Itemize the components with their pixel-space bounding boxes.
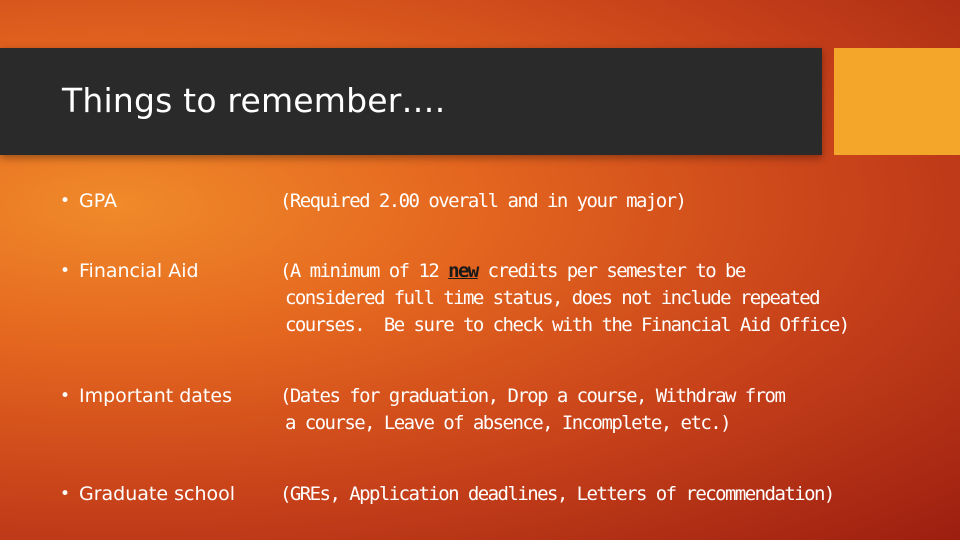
description-line [280,258,920,285]
description-prefix: (A minimum of 12 [280,260,449,282]
item-description [280,188,920,215]
item-term: Financial Aid [79,260,199,282]
item-description [280,258,920,339]
emphasis-word: new [448,260,478,282]
description-line: (Required 2.00 overall and in your major) [280,190,686,212]
description-line: a course, Leave of absence, Incomplete, etc.) [285,412,731,434]
item-description [280,383,920,437]
accent-block [834,48,960,155]
item-term: Important dates [79,385,232,407]
bullet-icon: • [60,386,71,406]
description-line: courses. Be sure to check with the Financial Aid Office) [285,314,849,336]
item-term: Graduate school [79,483,236,505]
description-line: (GREs, Application deadlines, Letters of recommendation) [280,483,834,505]
item-description [280,481,920,508]
bullet-icon: • [60,191,71,211]
bullet-icon: • [60,484,71,504]
bullet-icon: • [60,261,71,281]
slide-title: Things to remember…. [62,81,446,120]
item-term: GPA [79,190,117,212]
description-line: considered full time status, does not include repeated [285,287,820,309]
description-suffix: credits per semester to be [477,260,745,282]
description-line: (Dates for graduation, Drop a course, Withdraw from [280,385,785,407]
